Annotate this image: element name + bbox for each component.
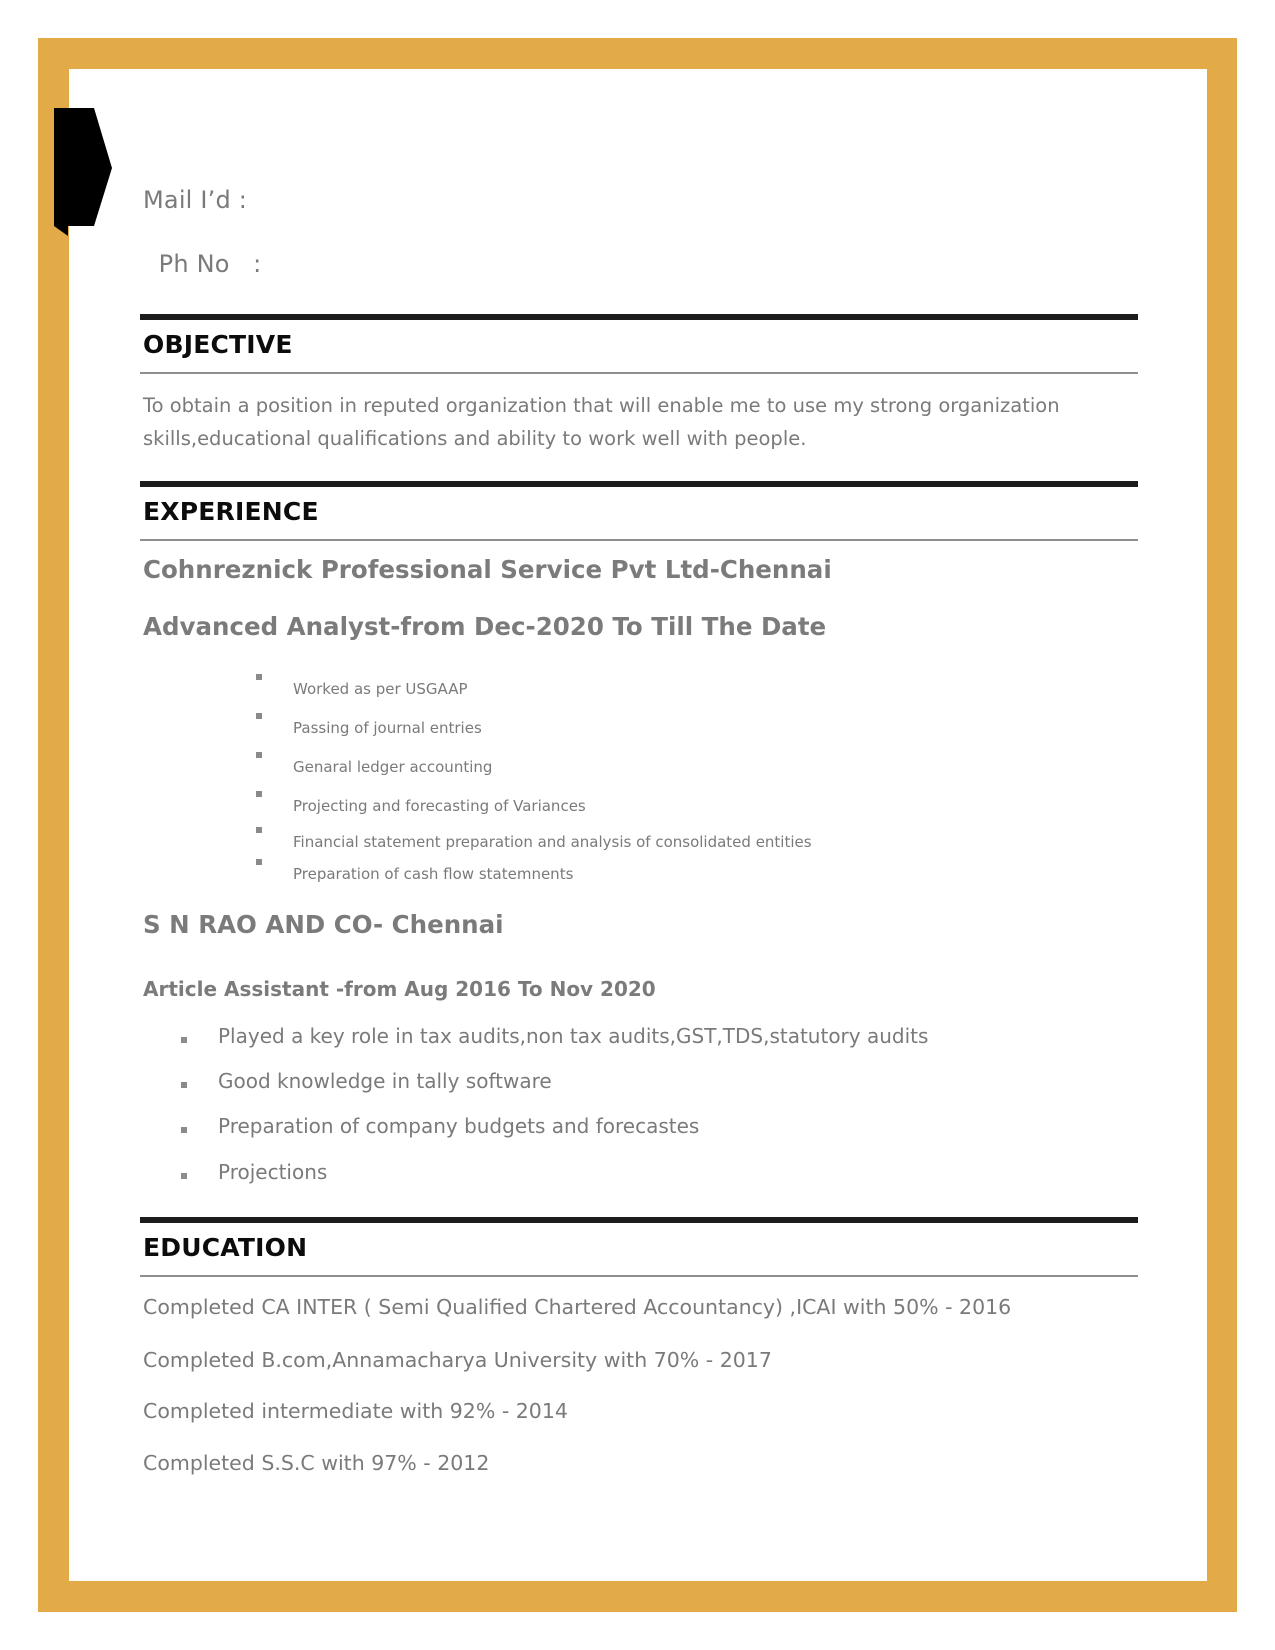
mail-label: Mail I’d : [143, 186, 248, 214]
bullet-square-icon [181, 1082, 187, 1088]
job-company: Cohnreznick Professional Service Pvt Ltd-Chennai [143, 555, 832, 584]
bullet-square-icon [256, 859, 262, 865]
education-heading: EDUCATION [143, 1233, 308, 1262]
section-rule [140, 1217, 1138, 1223]
phone-label: Ph No : [158, 250, 262, 278]
bullet-square-icon [256, 674, 262, 680]
bookmark-tag-icon [54, 108, 112, 240]
education-item: Completed CA INTER ( Semi Qualified Chartered Accountancy) ,ICAI with 50% - 2016 [143, 1295, 1012, 1319]
bullet-square-icon [256, 713, 262, 719]
section-underline [140, 372, 1138, 374]
objective-text: To obtain a position in reputed organization that will enable me to use my strong organization skills,educational qualifications and ability to work well with people. [143, 394, 1060, 450]
bullet-square-icon [256, 752, 262, 758]
job-role: Article Assistant -from Aug 2016 To Nov 2020 [143, 977, 656, 1001]
education-item: Completed B.com,Annamacharya University with 70% - 2017 [143, 1348, 772, 1372]
bullet-square-icon [181, 1037, 187, 1043]
section-underline [140, 1275, 1138, 1277]
job-company: S N RAO AND CO- Chennai [143, 910, 504, 939]
experience-heading: EXPERIENCE [143, 497, 319, 526]
section-underline [140, 539, 1138, 541]
objective-heading: OBJECTIVE [143, 330, 293, 359]
section-rule [140, 314, 1138, 320]
job-role: Advanced Analyst-from Dec-2020 To Till The Date [143, 612, 827, 641]
bullet-square-icon [256, 827, 262, 833]
bullet-square-icon [181, 1173, 187, 1179]
section-rule [140, 481, 1138, 487]
education-item: Completed intermediate with 92% - 2014 [143, 1399, 568, 1423]
bullet-square-icon [256, 791, 262, 797]
education-item: Completed S.S.C with 97% - 2012 [143, 1451, 490, 1475]
bullet-square-icon [181, 1127, 187, 1133]
